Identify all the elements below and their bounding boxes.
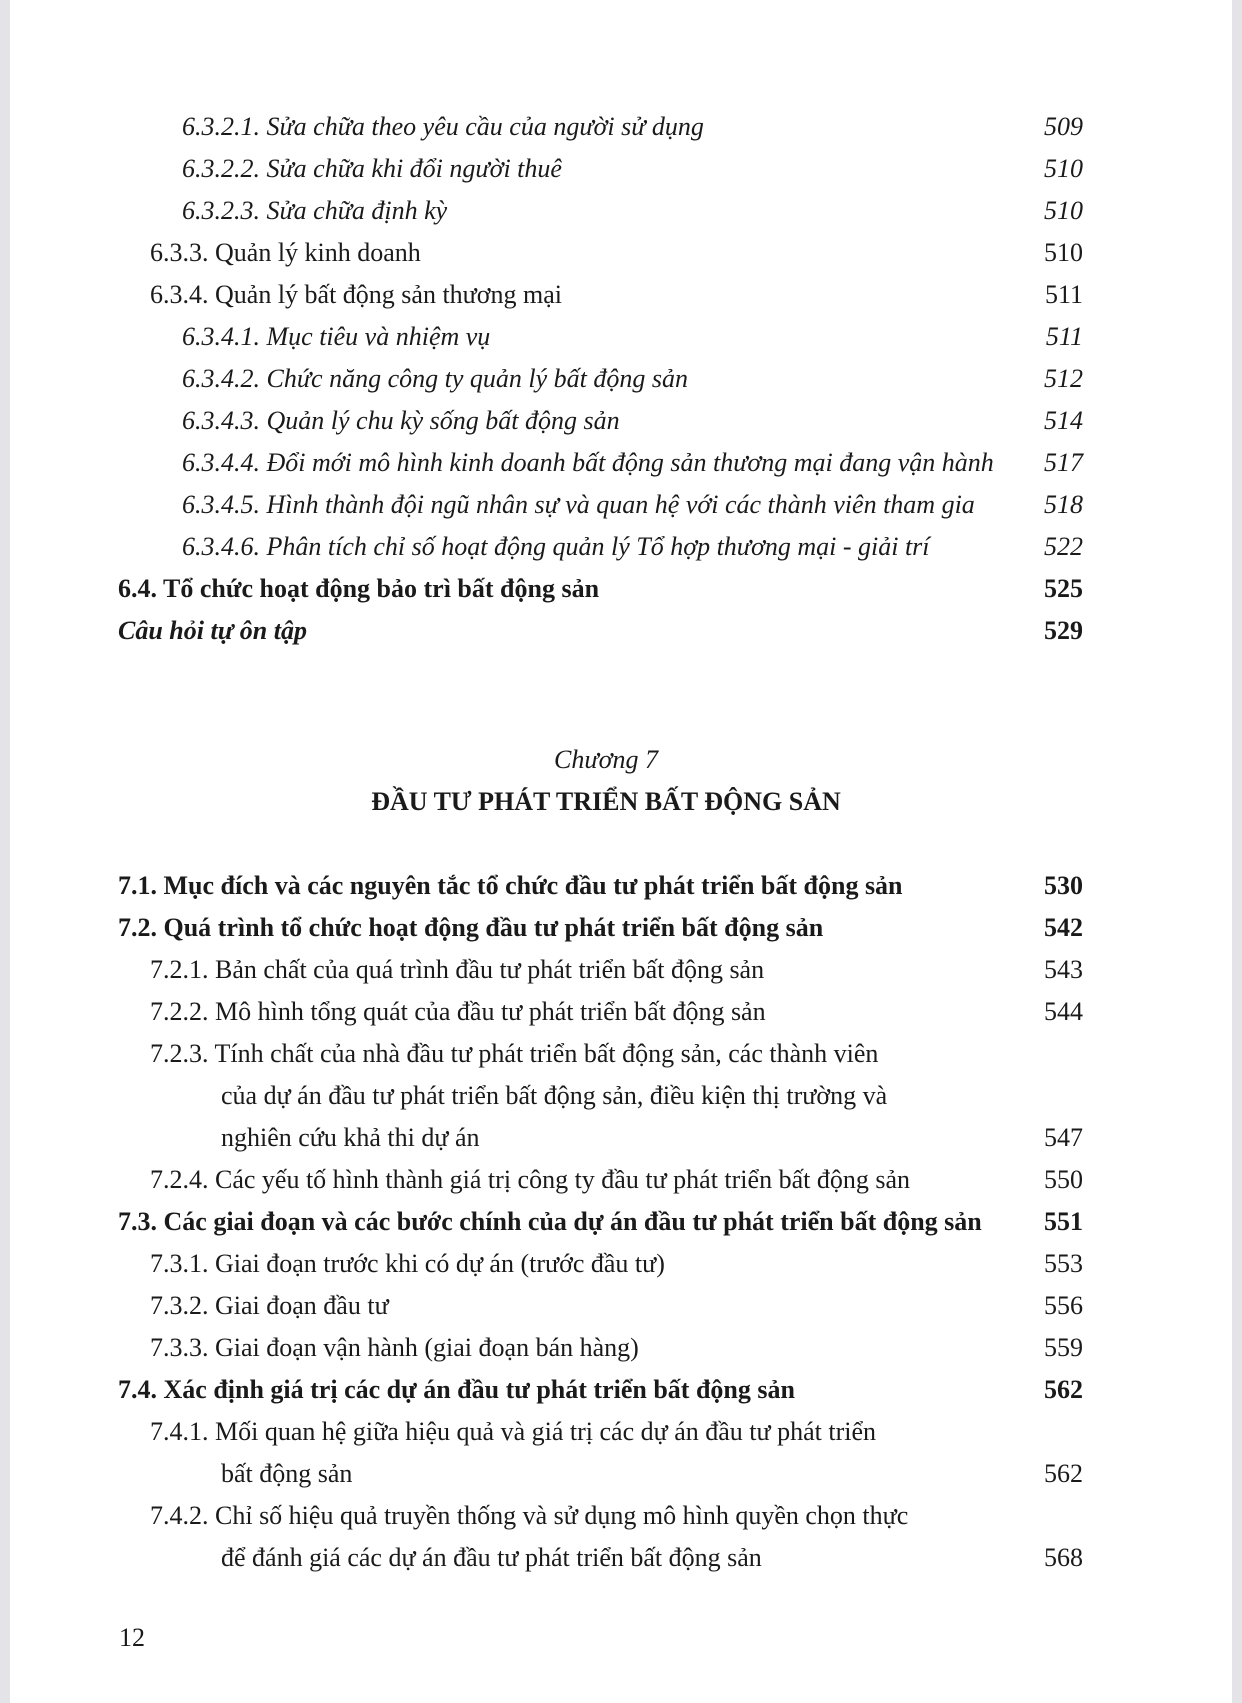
toc-entry bbox=[10, 1285, 1083, 1327]
toc-entry bbox=[10, 1201, 1083, 1243]
toc-entry bbox=[10, 610, 1083, 652]
toc-entry-title: 7.3. Các giai đoạn và các bước chính của dự án đầu tư phát triển bất động sản bbox=[118, 1207, 982, 1236]
toc-entry-page: 568 bbox=[1044, 1543, 1083, 1572]
toc-entry-page: 547 bbox=[1044, 1123, 1083, 1152]
toc-entry-title: 6.3.4.1. Mục tiêu và nhiệm vụ bbox=[182, 322, 491, 351]
toc-entry bbox=[10, 484, 1083, 526]
toc-entry-page: 550 bbox=[1044, 1165, 1083, 1194]
toc-entry bbox=[10, 1243, 1083, 1285]
toc-entry-page: 551 bbox=[1044, 1207, 1083, 1236]
toc-entry-page: 525 bbox=[1044, 574, 1083, 603]
toc-entry-page: 510 bbox=[1044, 238, 1083, 267]
toc-entry-page: 556 bbox=[1044, 1291, 1083, 1320]
toc-entry-title: 7.2.4. Các yếu tố hình thành giá trị công ty đầu tư phát triển bất động sản bbox=[150, 1165, 910, 1194]
toc-entry-title: 6.4. Tổ chức hoạt động bảo trì bất động sản bbox=[118, 574, 600, 603]
document-page bbox=[10, 0, 1232, 1703]
toc-entry-page: 530 bbox=[1044, 871, 1083, 900]
toc-entry-page: 562 bbox=[1044, 1459, 1083, 1488]
toc-entry bbox=[10, 1033, 1083, 1075]
toc-entry bbox=[10, 274, 1083, 316]
toc-entry-page: 522 bbox=[1044, 532, 1083, 561]
toc-entry-title: 6.3.2.2. Sửa chữa khi đổi người thuê bbox=[182, 154, 562, 183]
toc-entry bbox=[10, 865, 1083, 907]
toc-entry bbox=[10, 568, 1083, 610]
toc-entry bbox=[10, 316, 1083, 358]
toc-entry-title: Câu hỏi tự ôn tập bbox=[118, 616, 307, 645]
toc-entry-page: 529 bbox=[1044, 616, 1083, 645]
toc-entry bbox=[10, 1075, 1083, 1117]
toc-entry-page: 517 bbox=[1044, 448, 1083, 477]
toc-entry-page: 543 bbox=[1044, 955, 1083, 984]
toc-entry bbox=[10, 1327, 1083, 1369]
toc-entry-page: 512 bbox=[1044, 364, 1083, 393]
toc-entry bbox=[10, 1537, 1083, 1579]
toc-entry-page: 509 bbox=[1044, 112, 1083, 141]
toc-entry-title: 6.3.4.2. Chức năng công ty quản lý bất động sản bbox=[182, 364, 688, 393]
toc-entry-title: bất động sản bbox=[221, 1459, 353, 1488]
toc-entry-page: 511 bbox=[1045, 322, 1083, 351]
toc-entry bbox=[10, 526, 1083, 568]
toc-entry bbox=[10, 1453, 1083, 1495]
toc-entry bbox=[10, 1495, 1083, 1537]
toc-entry bbox=[10, 1411, 1083, 1453]
toc-entry-title: nghiên cứu khả thi dự án bbox=[221, 1123, 480, 1152]
page-number: 12 bbox=[119, 1623, 145, 1652]
toc-entry-page: 510 bbox=[1044, 154, 1083, 183]
toc-entry-title: 6.3.3. Quản lý kinh doanh bbox=[150, 238, 421, 267]
toc-entry-page: 511 bbox=[1044, 280, 1083, 309]
toc-entry-title: 7.2. Quá trình tổ chức hoạt động đầu tư phát triển bất động sản bbox=[118, 913, 824, 942]
toc-entry bbox=[10, 907, 1083, 949]
toc-entry-page: 553 bbox=[1044, 1249, 1083, 1278]
toc-entry-title: 7.3.3. Giai đoạn vận hành (giai đoạn bán hàng) bbox=[150, 1333, 639, 1362]
toc-entry-page: 559 bbox=[1044, 1333, 1083, 1362]
chapter-title: ĐẦU TƯ PHÁT TRIỂN BẤT ĐỘNG SẢN bbox=[371, 787, 841, 816]
toc-entry bbox=[10, 190, 1083, 232]
toc-entry-title: 7.4. Xác định giá trị các dự án đầu tư phát triển bất động sản bbox=[118, 1375, 795, 1404]
toc-entry bbox=[10, 358, 1083, 400]
toc-entry bbox=[10, 1159, 1083, 1201]
toc-entry-title: 7.4.1. Mối quan hệ giữa hiệu quả và giá trị các dự án đầu tư phát triển bbox=[150, 1417, 877, 1446]
toc-entry-title: 6.3.4.4. Đổi mới mô hình kinh doanh bất động sản thương mại đang vận hành bbox=[182, 448, 994, 477]
toc-entry bbox=[10, 442, 1083, 484]
toc-entry bbox=[10, 991, 1083, 1033]
toc-entry-title: 7.2.1. Bản chất của quá trình đầu tư phát triển bất động sản bbox=[150, 955, 765, 984]
toc-entry bbox=[10, 1117, 1083, 1159]
toc-entry bbox=[10, 106, 1083, 148]
toc-entry bbox=[10, 148, 1083, 190]
toc-entry bbox=[10, 1369, 1083, 1411]
toc-entry-page: 510 bbox=[1044, 196, 1083, 225]
toc-entry-title: 6.3.4. Quản lý bất động sản thương mại bbox=[150, 280, 563, 309]
toc-entry-title: của dự án đầu tư phát triển bất động sản, điều kiện thị trường và bbox=[221, 1081, 888, 1110]
toc-entry-page: 544 bbox=[1044, 997, 1083, 1026]
toc-entry-title: 7.1. Mục đích và các nguyên tắc tổ chức đầu tư phát triển bất động sản bbox=[118, 871, 903, 900]
toc-entry-title: 6.3.4.6. Phân tích chỉ số hoạt động quản lý Tổ hợp thương mại - giải trí bbox=[182, 532, 930, 561]
toc-entry bbox=[10, 400, 1083, 442]
toc-entry-title: 7.2.2. Mô hình tổng quát của đầu tư phát triển bất động sản bbox=[150, 997, 766, 1026]
chapter-label: Chương 7 bbox=[554, 745, 658, 774]
toc-entry-page: 518 bbox=[1044, 490, 1083, 519]
toc-entry-title: 7.3.2. Giai đoạn đầu tư bbox=[150, 1291, 389, 1320]
toc-entry bbox=[10, 949, 1083, 991]
toc-entry-page: 562 bbox=[1044, 1375, 1083, 1404]
toc-entry-title: 6.3.4.3. Quản lý chu kỳ sống bất động sản bbox=[182, 406, 620, 435]
toc-entry-title: 6.3.2.3. Sửa chữa định kỳ bbox=[182, 196, 448, 225]
toc-entry bbox=[10, 232, 1083, 274]
toc-entry-title: để đánh giá các dự án đầu tư phát triển bất động sản bbox=[221, 1543, 762, 1572]
toc-entry-title: 6.3.2.1. Sửa chữa theo yêu cầu của người sử dụng bbox=[182, 112, 704, 141]
toc-entry-title: 6.3.4.5. Hình thành đội ngũ nhân sự và quan hệ với các thành viên tham gia bbox=[182, 490, 975, 519]
toc-entry-page: 514 bbox=[1044, 406, 1083, 435]
toc-entry-page: 542 bbox=[1044, 913, 1083, 942]
toc-entry-title: 7.2.3. Tính chất của nhà đầu tư phát triển bất động sản, các thành viên bbox=[150, 1039, 879, 1068]
toc-entry-title: 7.4.2. Chỉ số hiệu quả truyền thống và sử dụng mô hình quyền chọn thực bbox=[150, 1501, 909, 1530]
toc-entry-title: 7.3.1. Giai đoạn trước khi có dự án (trước đầu tư) bbox=[150, 1249, 665, 1278]
